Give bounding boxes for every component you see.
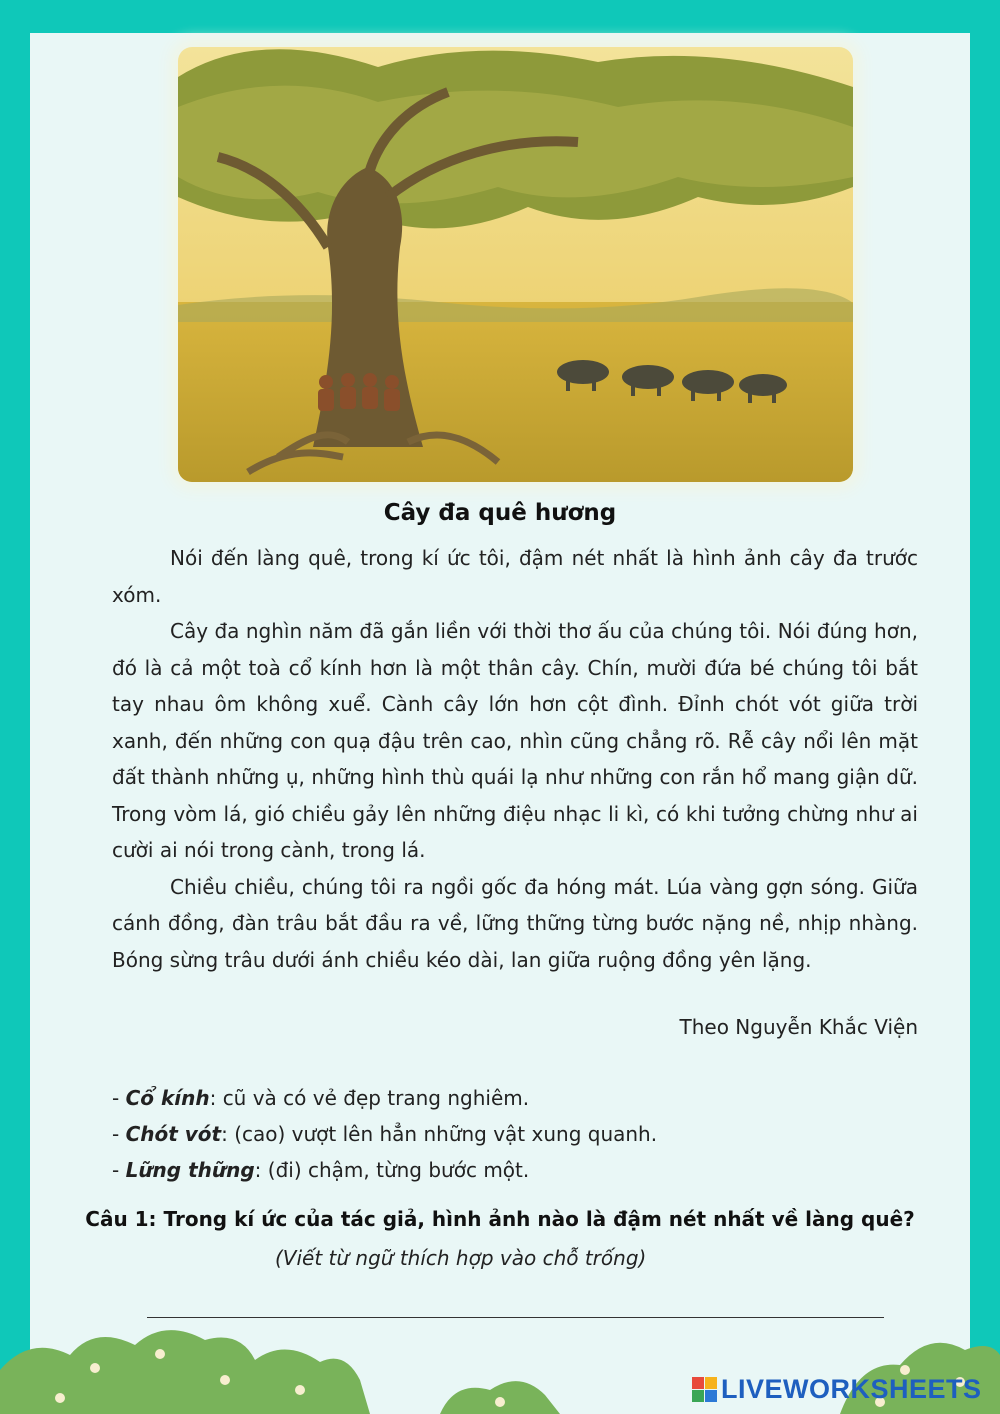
story-title: Cây đa quê hương	[383, 500, 617, 526]
glossary	[112, 1080, 657, 1188]
glossary-item	[112, 1116, 657, 1152]
glossary-bullet: -	[112, 1158, 126, 1182]
glossary-definition: : (đi) chậm, từng bước một.	[254, 1158, 530, 1182]
glossary-term: Chót vót	[125, 1122, 222, 1146]
story-author: Theo Nguyễn Khắc Viện	[679, 1015, 918, 1039]
glossary-item	[112, 1080, 657, 1116]
liveworksheets-logo	[692, 1372, 982, 1406]
banyan-tree-illustration	[178, 47, 853, 482]
glossary-bullet: -	[112, 1086, 126, 1110]
logo-mark-letter	[705, 1377, 717, 1389]
glossary-definition: : cũ và có vẻ đẹp trang nghiêm.	[209, 1086, 530, 1110]
question-1: Câu 1: Trong kí ức của tác giả, hình ảnh nào là đậm nét nhất về làng quê?	[85, 1207, 915, 1231]
glossary-term: Cổ kính	[125, 1086, 210, 1110]
question-instruction: (Viết từ ngữ thích hợp vào chỗ trống)	[275, 1246, 647, 1270]
glossary-definition: : (cao) vượt lên hẳn những vật xung quanh.	[221, 1122, 658, 1146]
logo-mark-icon	[692, 1377, 717, 1402]
banyan-tree-image	[178, 47, 853, 482]
logo-mark-letter	[705, 1390, 717, 1402]
story-body	[112, 540, 918, 978]
glossary-term: Lững thững	[125, 1158, 255, 1182]
glossary-bullet: -	[112, 1122, 126, 1146]
logo-mark-letter	[692, 1377, 704, 1389]
logo-mark-letter	[692, 1390, 704, 1402]
story-paragraph: Cây đa nghìn năm đã gắn liền với thời thơ ấu của chúng tôi. Nói đúng hơn, đó là cả một toà cổ kính hơn là một thân cây. Chín, mười đứa bé chúng tôi bắt tay nhau ôm không xuể. Cành cây lớn hơn cột đình. Đỉnh chót vót giữa trời xanh, đến những con quạ đậu trên cao, nhìn cũng chẳng rõ. Rễ cây nổi lên mặt đất thành những ụ, những hình thù quái lạ như những con rắn hổ mang giận dữ. Trong vòm lá, gió chiều gảy lên những điệu nhạc li kì, có khi tưởng chừng như ai cười ai nói trong cành, trong lá.	[112, 619, 918, 862]
story-paragraph: Chiều chiều, chúng tôi ra ngồi gốc đa hóng mát. Lúa vàng gợn sóng. Giữa cánh đồng, đàn trâu bắt đầu ra về, lững thững từng bước nặng nề, nhịp nhàng. Bóng sừng trâu dưới ánh chiều kéo dài, lan giữa ruộng đồng yên lặng.	[112, 874, 918, 972]
story-paragraph: Nói đến làng quê, trong kí ức tôi, đậm nét nhất là hình ảnh cây đa trước xóm.	[112, 546, 918, 607]
glossary-item	[112, 1152, 657, 1188]
logo-text: LIVEWORKSHEETS	[721, 1373, 982, 1404]
